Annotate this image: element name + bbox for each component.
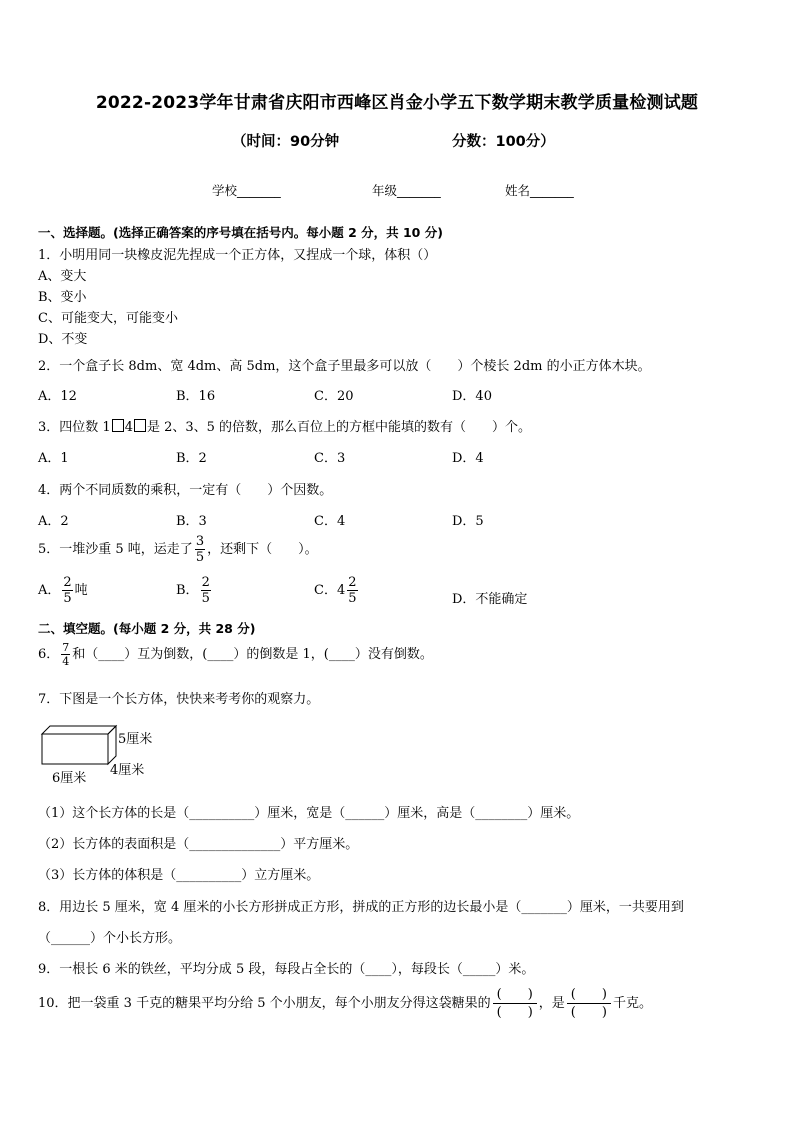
q3-option-b: B．2 — [176, 451, 207, 466]
q2-option-d: D．40 — [452, 389, 492, 404]
section-heading-choice: 一、选择题。(选择正确答案的序号填在括号内。每小题 2 分，共 10 分) — [38, 225, 443, 240]
q3-option-a: A．1 — [38, 451, 69, 466]
q3-text-post: 是 2、3、5 的倍数，那么百位上的方框中能填的数有（ ）个。 — [146, 420, 532, 435]
cuboid-width-label: 4厘米 — [110, 763, 145, 778]
question-9: 9．一根长 6 米的铁丝，平均分成 5 段，每段占全长的（____），每段长（_____）米。 — [38, 962, 535, 977]
question-8-line-2: （______）个小长方形。 — [38, 931, 182, 946]
digit-box-icon — [112, 419, 124, 432]
question-7-part-1: （1）这个长方体的长是（__________）厘米，宽是（______）厘米，高是（________）厘米。 — [38, 806, 580, 821]
page-title: 2022-2023学年甘肃省庆阳市西峰区肖金小学五下数学期末教学质量检测试题 — [95, 93, 699, 113]
cuboid-height-label: 5厘米 — [118, 732, 153, 747]
exam-score: 分数：100分） — [452, 134, 555, 150]
q1-option-d: D、不变 — [38, 332, 88, 347]
q3-text-mid: 4 — [124, 420, 133, 435]
q4-option-c: C．4 — [314, 514, 346, 529]
q4-option-d: D．5 — [452, 514, 484, 529]
q4-option-a: A．2 — [38, 514, 69, 529]
q4-option-b: B．3 — [176, 514, 207, 529]
q1-option-b: B、变小 — [38, 290, 87, 305]
answer-fraction-blank[interactable]: $\frac{( )}{( )}$ — [567, 988, 611, 1019]
q3-option-d: D．4 — [452, 451, 484, 466]
question-10: 10．把一袋重 3 千克的糖果平均分给 5 个小朋友，每个小朋友分得这袋糖果的 $\frac{( )}{( )}$ ，是 $\frac{( )}{( )}$ 千克。 — [38, 987, 652, 1020]
q5-option-a: A． $\frac{2}{5}$ 吨 — [38, 575, 88, 606]
q2-option-c: C．20 — [314, 389, 354, 404]
q1-option-a: A、变大 — [38, 269, 87, 284]
question-7: 7．下图是一个长方体，快快来考考你的观察力。 — [38, 692, 320, 707]
exam-time: （时间：90分钟 — [232, 134, 340, 150]
grade-field: 年级_______ — [372, 183, 441, 198]
q2-option-a: A．12 — [38, 389, 77, 404]
q5-option-c: C．4 $\frac{2}{5}$ — [314, 575, 357, 606]
q3-text-pre: 3．四位数 1 — [38, 420, 111, 435]
question-8-line-1: 8．用边长 5 厘米，宽 4 厘米的小长方形拼成正方形，拼成的正方形的边长最小是（_______）厘米，一共要用到 — [38, 900, 684, 915]
section-heading-fill: 二、填空题。(每小题 2 分，共 28 分) — [38, 621, 256, 636]
question-6: 6． $\frac{7}{4}$ 和（____）互为倒数，(____）的倒数是 1，(____）没有倒数。 — [38, 641, 433, 668]
q5-fraction: $\frac{3}{5}$ — [195, 534, 205, 565]
question-7-part-2: （2）长方体的表面积是（______________）平方厘米。 — [38, 837, 359, 852]
question-1: 1．小明用同一块橡皮泥先捏成一个正方体，又捏成一个球，体积（） — [38, 248, 437, 263]
q1-option-c: C、可能变大，可能变小 — [38, 311, 178, 326]
q5-text-pre: 5．一堆沙重 5 吨，运走了 — [38, 542, 193, 557]
q5-option-b: B． $\frac{2}{5}$ — [176, 575, 210, 606]
cuboid-length-label: 6厘米 — [52, 771, 87, 786]
answer-fraction-blank[interactable]: $\frac{( )}{( )}$ — [493, 988, 537, 1019]
q2-option-b: B．16 — [176, 389, 216, 404]
q5-option-d: D．不能确定 — [452, 592, 528, 607]
question-2: 2．一个盒子长 8dm、宽 4dm、高 5dm，这个盒子里最多可以放（ ）个棱长 2dm 的小正方体木块。 — [38, 359, 651, 374]
q5-text-post: ，还剩下（ ）。 — [207, 542, 318, 557]
question-4: 4．两个不同质数的乘积，一定有（ ）个因数。 — [38, 483, 333, 498]
q3-option-c: C．3 — [314, 451, 346, 466]
digit-box-icon — [134, 419, 146, 432]
question-7-part-3: （3）长方体的体积是（__________）立方厘米。 — [38, 868, 320, 883]
question-5 — [38, 535, 318, 564]
name-field: 姓名_______ — [505, 183, 574, 198]
question-3 — [38, 416, 531, 435]
school-field: 学校_______ — [212, 183, 281, 198]
